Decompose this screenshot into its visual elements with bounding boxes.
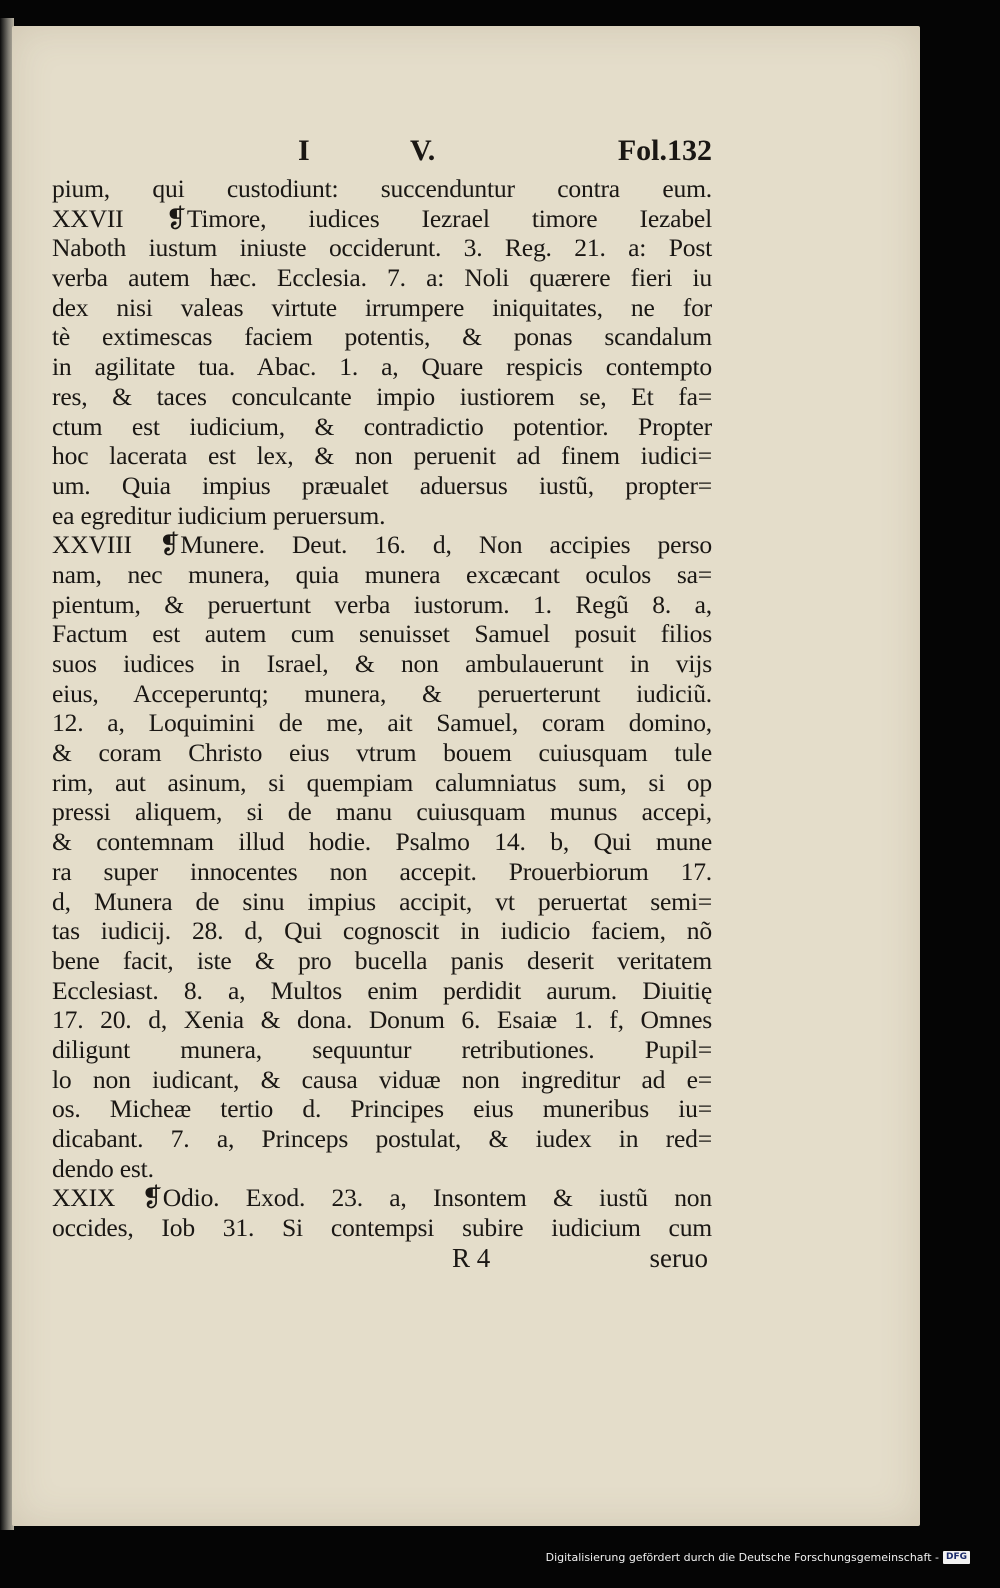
text-line: eius, Acceperuntq; munera, & peruerterunt iudiciũ. xyxy=(52,678,712,708)
running-head-center: V. xyxy=(410,134,436,167)
text-line: res, & taces conculcante impio iustiorem se, Et fa= xyxy=(52,381,712,411)
running-head-left: I xyxy=(298,134,310,167)
text-line: tè extimescas faciem potentis, & ponas scandalum xyxy=(52,322,712,352)
dfg-logo: DFG xyxy=(943,1551,970,1564)
text-line: 17. 20. d, Xenia & dona. Donum 6. Esaiæ 1. f, Omnes xyxy=(52,1005,712,1035)
digitization-credit xyxy=(546,1551,970,1564)
text-line: XXVII ❡Timore, iudices Iezrael timore Iezabel xyxy=(52,203,712,233)
catchword: seruo xyxy=(649,1242,708,1273)
text-line: 12. a, Loquimini de me, ait Samuel, coram domino, xyxy=(52,708,712,738)
text-line: pientum, & peruertunt verba iustorum. 1. Regũ 8. a, xyxy=(52,589,712,619)
text-line: Factum est autem cum senuisset Samuel posuit filios xyxy=(52,619,712,649)
text-line: nam, nec munera, quia munera excæcant oculos sa= xyxy=(52,559,712,589)
text-line: lo non iudicant, & causa viduæ non ingreditur ad e= xyxy=(52,1064,712,1094)
text-line: dex nisi valeas virtute irrumpere iniquitates, ne for xyxy=(52,292,712,322)
text-line: Naboth iustum iniuste occiderunt. 3. Reg. 21. a: Post xyxy=(52,233,712,263)
text-line: dicabant. 7. a, Princeps postulat, & iudex in red= xyxy=(52,1124,712,1153)
text-line: diligunt munera, sequuntur retributiones. Pupil= xyxy=(52,1034,712,1064)
text-line: in agilitate tua. Abac. 1. a, Quare respicis contempto xyxy=(52,352,712,382)
text-line: pressi aliquem, si de manu cuiusquam munus accepi, xyxy=(52,797,712,827)
catchword-line xyxy=(52,1243,712,1277)
text-line: verba autem hæc. Ecclesia. 7. a: Noli quærere fieri iu xyxy=(52,263,712,293)
text-line: hoc lacerata est lex, & non peruenit ad finem iudici= xyxy=(52,441,712,471)
folio-number: Fol.132 xyxy=(617,134,712,167)
text-line: ra super innocentes non accepit. Prouerbiorum 17. xyxy=(52,856,712,886)
text-line: os. Micheæ tertio d. Principes eius muneribus iu= xyxy=(52,1094,712,1124)
text-line: bene facit, iste & pro bucella panis deserit veritatem xyxy=(52,945,712,975)
credit-text: Digitalisierung gefördert durch die Deutsche Forschungsgemeinschaft - xyxy=(545,1551,939,1564)
text-block xyxy=(52,134,712,1277)
text-line: & coram Christo eius vtrum bouem cuiusquam tule xyxy=(52,738,712,768)
text-line: occides, Iob 31. Si contempsi subire iudicium cum xyxy=(52,1213,712,1243)
text-line: tas iudicij. 28. d, Qui cognoscit in iudicio faciem, nõ xyxy=(52,916,712,946)
text-line: & contemnam illud hodie. Psalmo 14. b, Qui mune xyxy=(52,827,712,857)
signature-mark: R 4 xyxy=(452,1242,491,1273)
text-line: dendo est. xyxy=(52,1153,154,1183)
text-line: pium, qui custodiunt: succenduntur contra eum. xyxy=(52,174,712,203)
text-line: ea egreditur iudicium peruersum. xyxy=(52,500,386,530)
book-page xyxy=(12,26,920,1526)
text-line: d, Munera de sinu impius accipit, vt peruertat semi= xyxy=(52,886,712,916)
text-line: XXIX ❡Odio. Exod. 23. a, Insontem & iustũ non xyxy=(52,1183,712,1213)
text-line: XXVIII ❡Munere. Deut. 16. d, Non accipies perso xyxy=(52,530,712,560)
running-head xyxy=(52,134,712,174)
text-line: um. Quia impius præualet aduersus iustũ, propter= xyxy=(52,470,712,500)
text-line: Ecclesiast. 8. a, Multos enim perdidit aurum. Diuitię xyxy=(52,975,712,1005)
text-line: rim, aut asinum, si quempiam calumniatus sum, si op xyxy=(52,767,712,797)
text-line: ctum est iudicium, & contradictio potentior. Propter xyxy=(52,411,712,441)
text-line: suos iudices in Israel, & non ambulauerunt in vijs xyxy=(52,649,712,678)
